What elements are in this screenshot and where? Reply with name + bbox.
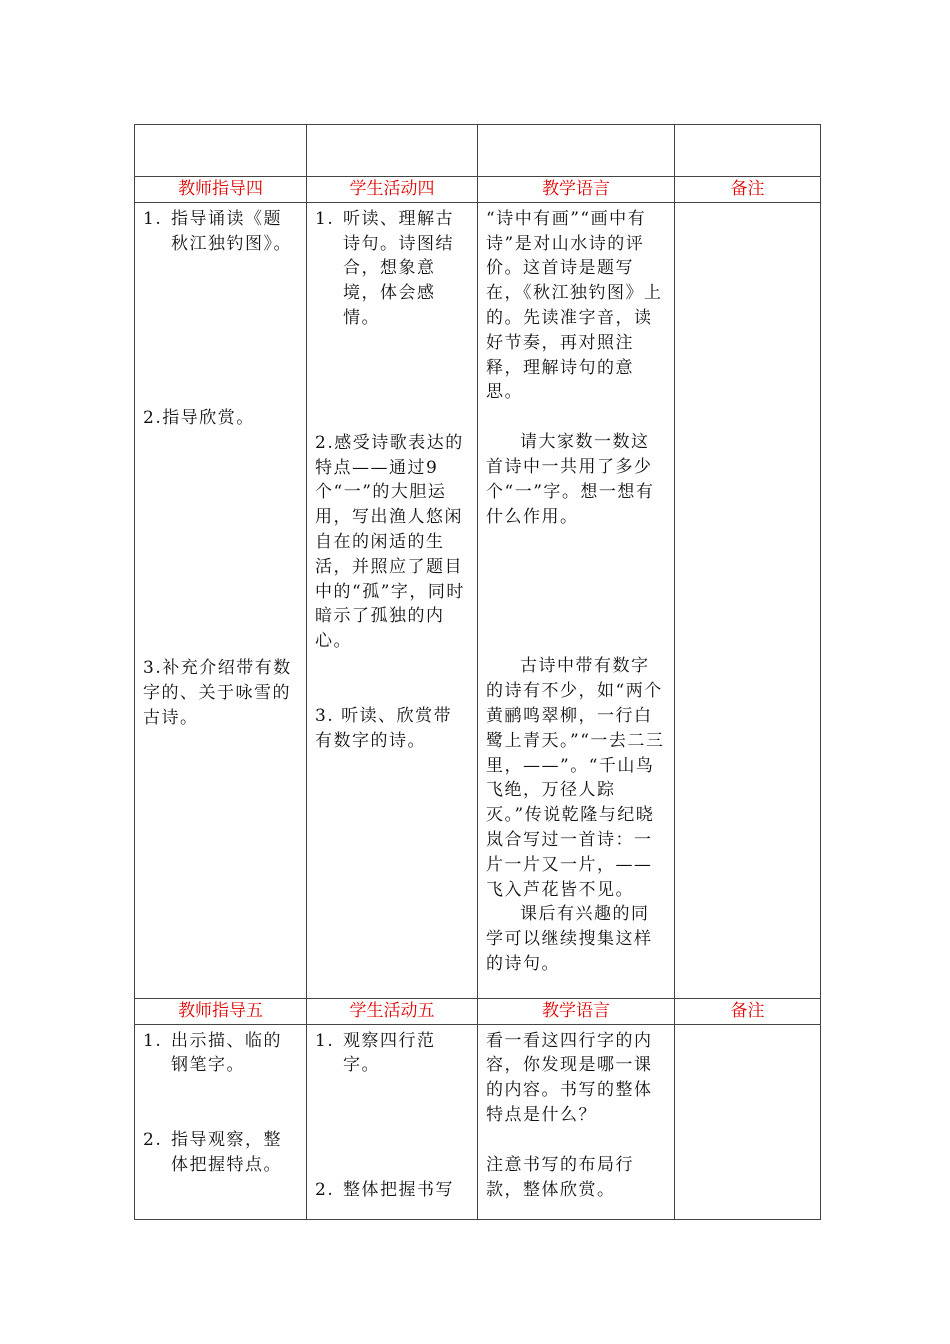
item-number: 1. [143,208,163,229]
empty-cell [307,125,478,177]
empty-cell [135,125,307,177]
teacher-guidance-5-cell [135,1024,307,1219]
teacher-guidance-4-cell [135,202,307,998]
section5-body-row [135,1024,821,1219]
teaching-language-5-cell [478,1024,675,1219]
remarks-4-cell [675,202,821,998]
item-number: 2. [315,1180,335,1201]
student-item-4-3: 3. 听读、欣赏带有数字的诗。 [315,705,453,751]
student-activity-4-cell [307,202,478,998]
item-text: 出示描、临的钢笔字。 [171,1030,282,1076]
header-remarks-4: 备注 [675,177,821,203]
header-remarks-5: 备注 [675,998,821,1024]
header-student-activity-4: 学生活动四 [307,177,478,203]
teacher-item-5-1 [143,1029,298,1079]
language-para-5-2: 注意书写的布局行款，整体欣赏。 [486,1154,634,1200]
empty-top-row [135,125,821,177]
item-text: 听读、理解古诗句。诗图结合，想象意境，体会感情。 [343,208,454,328]
language-para-4-4: 课后有兴趣的同学可以继续搜集这样的诗句。 [486,904,653,974]
teaching-language-4-cell [478,202,675,998]
item-number: 1. [315,1030,335,1051]
language-para-4-3: 古诗中带有数字的诗有不少，如“两个黄鹂鸣翠柳，一行白鹭上青天。”“一去二三里，——”。“千山鸟飞绝，万径人踪灭。”传说乾隆与纪晓岚合写过一首诗：一片一片又一片，——飞入芦花皆不见。 [486,656,665,900]
language-para-5-1: 看一看这四行字的内容，你发现是哪一课的内容。书写的整体特点是什么？ [486,1030,653,1125]
language-para-4-1: “诗中有画”“画中有诗”是对山水诗的评价。这首诗是题写在，《秋江独钓图》上的。先读准字音，读好节奏，再对照注释，理解诗句的意思。 [486,208,663,403]
student-item-4-2: 2.感受诗歌表达的特点——通过9个“一”的大胆运用，写出渔人悠闲自在的闲适的生活，并照应了题目中的“孤”字，同时暗示了孤独的内心。 [315,432,465,652]
item-number: 2. [143,1130,163,1151]
header-teaching-language-5: 教学语言 [478,998,675,1024]
section4-header-row [135,177,821,203]
student-activity-5-cell [307,1024,478,1219]
header-student-activity-5: 学生活动五 [307,998,478,1024]
header-teacher-guidance-5: 教师指导五 [135,998,307,1024]
student-item-5-1 [315,1029,469,1079]
teacher-item-4-3: 3.补充介绍带有数字的、关于咏雪的古诗。 [143,658,292,728]
student-item-4-1 [315,207,469,331]
header-teacher-guidance-4: 教师指导四 [135,177,307,203]
remarks-5-cell [675,1024,821,1219]
lesson-plan-table [134,124,821,1220]
item-text: 指导诵读《题秋江独钓图》。 [171,208,292,254]
item-text: 整体把握书写 [343,1180,454,1201]
section5-header-row [135,998,821,1024]
section4-body-row [135,202,821,998]
language-para-4-2: 请大家数一数这首诗中一共用了多少个“一”字。想一想有什么作用。 [486,432,655,527]
header-teaching-language-4: 教学语言 [478,177,675,203]
teacher-item-5-2 [143,1128,298,1178]
empty-cell [478,125,675,177]
item-number: 1. [143,1030,163,1051]
empty-cell [675,125,821,177]
teacher-item-4-2: 2.指导欣赏。 [143,408,255,429]
student-item-5-2 [315,1178,469,1203]
item-text: 指导观察，整体把握特点。 [171,1130,282,1175]
item-text: 观察四行范字。 [343,1030,436,1076]
item-number: 1. [315,208,335,229]
teacher-item-4-1 [143,207,298,257]
